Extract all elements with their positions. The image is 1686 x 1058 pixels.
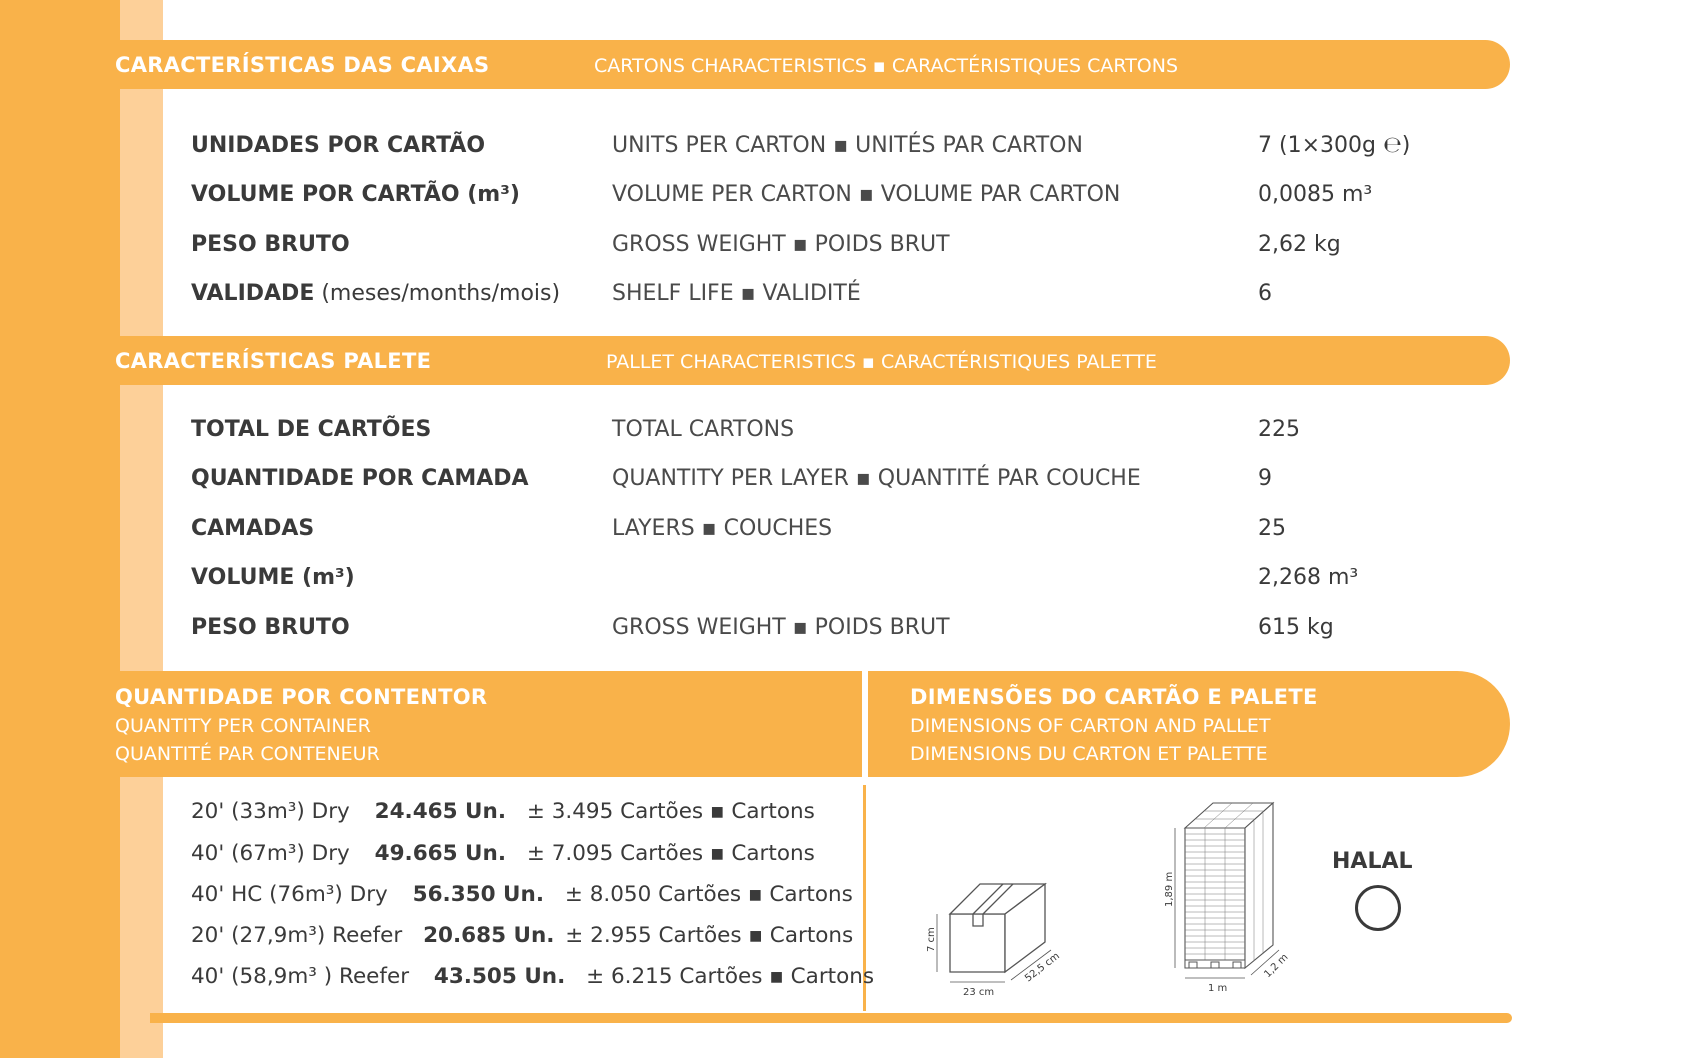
cartons-subtitle: CARTONS CHARACTERISTICS ▪ CARACTÉRISTIQUES CARTONS	[594, 55, 1179, 77]
container-cartons: ± 7.095 Cartões ▪ Cartons	[526, 841, 815, 866]
cartons-row-translation: SHELF LIFE ▪ VALIDITÉ	[612, 281, 861, 306]
pallet-width-label: 1 m	[1208, 983, 1228, 994]
container-units: 49.665 Un.	[374, 841, 506, 866]
left-light-stripe	[120, 0, 163, 1058]
cartons-row-translation: GROSS WEIGHT ▪ POIDS BRUT	[612, 232, 950, 257]
container-cartons: ± 3.495 Cartões ▪ Cartons	[526, 799, 815, 824]
container-row	[191, 841, 815, 866]
pallet-row-translation: LAYERS ▪ COUCHES	[612, 516, 833, 541]
validity-unit: (meses/months/mois)	[314, 281, 561, 306]
container-cartons: ± 2.955 Cartões ▪ Cartons	[565, 923, 854, 948]
cartons-row-value: 2,62 kg	[1258, 232, 1341, 257]
left-orange-stripe	[0, 0, 120, 1058]
container-units: 24.465 Un.	[374, 799, 506, 824]
container-type: 20' (33m³) Dry	[191, 799, 350, 824]
carton-diagram	[915, 870, 1075, 1000]
pallet-row-translation: GROSS WEIGHT ▪ POIDS BRUT	[612, 615, 950, 640]
pallet-row-value: 9	[1258, 466, 1272, 491]
pallet-row-label: TOTAL DE CARTÕES	[191, 417, 432, 442]
validity-label: VALIDADE	[191, 281, 315, 306]
cartons-row-label: VOLUME POR CARTÃO (m³)	[191, 182, 520, 207]
pallet-row-label: QUANTIDADE POR CAMADA	[191, 466, 529, 491]
pallet-side-face	[1245, 803, 1273, 968]
dimensions-title: DIMENSÕES DO CARTÃO E PALETE	[910, 685, 1318, 709]
pallet-row-label: CAMADAS	[191, 516, 315, 541]
pallet-subtitle: PALLET CHARACTERISTICS ▪ CARACTÉRISTIQUES PALETTE	[606, 351, 1157, 373]
bottom-rule	[150, 1013, 1512, 1023]
container-row	[191, 882, 853, 907]
container-row	[191, 923, 853, 948]
pallet-row-label: VOLUME (m³)	[191, 565, 355, 590]
dimensions-subtitle-en: DIMENSIONS OF CARTON AND PALLET	[910, 715, 1271, 737]
cartons-row-label: UNIDADES POR CARTÃO	[191, 133, 486, 158]
container-cartons: ± 6.215 Cartões ▪ Cartons	[586, 964, 875, 989]
cartons-row-label	[191, 281, 560, 306]
dimensions-subtitle-fr: DIMENSIONS DU CARTON ET PALETTE	[910, 743, 1268, 765]
pallet-title: CARACTERÍSTICAS PALETE	[115, 349, 432, 373]
halal-seal-icon	[1355, 885, 1401, 931]
cartons-row-translation: UNITS PER CARTON ▪ UNITÉS PAR CARTON	[612, 133, 1083, 158]
pallet-row-value: 615 kg	[1258, 615, 1334, 640]
carton-height-label: 7 cm	[926, 927, 937, 952]
pallet-row-value: 225	[1258, 417, 1300, 442]
container-units: 20.685 Un.	[423, 923, 555, 948]
pallet-front-face	[1185, 828, 1245, 968]
pallet-row-label: PESO BRUTO	[191, 615, 350, 640]
container-cartons: ± 8.050 Cartões ▪ Cartons	[564, 882, 853, 907]
cartons-row-label: PESO BRUTO	[191, 232, 350, 257]
container-type: 40' (58,9m³ ) Reefer	[191, 964, 410, 989]
cartons-row-translation: VOLUME PER CARTON ▪ VOLUME PAR CARTON	[612, 182, 1121, 207]
container-subtitle-fr: QUANTITÉ PAR CONTENEUR	[115, 743, 380, 765]
cartons-title: CARACTERÍSTICAS DAS CAIXAS	[115, 53, 490, 77]
container-units: 56.350 Un.	[412, 882, 544, 907]
container-title: QUANTIDADE POR CONTENTOR	[115, 685, 488, 709]
cartons-row-value: 7 (1×300g ℮)	[1258, 133, 1411, 158]
container-units: 43.505 Un.	[433, 964, 566, 989]
carton-width-label: 23 cm	[963, 987, 995, 998]
pallet-row-translation: QUANTITY PER LAYER ▪ QUANTITÉ PAR COUCHE	[612, 466, 1141, 491]
pallet-height-label: 1,89 m	[1164, 871, 1175, 907]
cartons-row-value: 6	[1258, 281, 1272, 306]
cartons-row-value: 0,0085 m³	[1258, 182, 1373, 207]
pallet-row-translation: TOTAL CARTONS	[612, 417, 795, 442]
pallet-depth-label: 1,2 m	[1262, 951, 1291, 981]
container-subtitle-en: QUANTITY PER CONTAINER	[115, 715, 371, 737]
pallet-row-value: 25	[1258, 516, 1286, 541]
carton-depth-label: 52,5 cm	[1023, 950, 1062, 985]
pallet-diagram	[1155, 795, 1305, 1000]
container-row	[191, 964, 874, 989]
carton-front-face	[950, 914, 1005, 972]
pallet-row-value: 2,268 m³	[1258, 565, 1359, 590]
container-row	[191, 799, 815, 824]
container-type: 20' (27,9m³) Reefer	[191, 923, 403, 948]
halal-label: HALAL	[1332, 849, 1413, 874]
container-type: 40' HC (76m³) Dry	[191, 882, 388, 907]
container-type: 40' (67m³) Dry	[191, 841, 350, 866]
